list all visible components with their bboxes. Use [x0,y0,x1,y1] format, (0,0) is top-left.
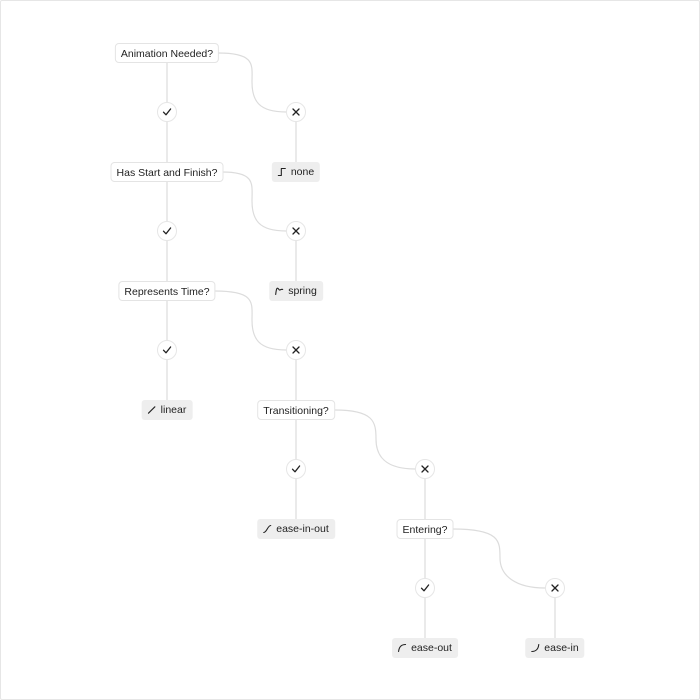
check-icon [420,583,430,593]
result-none [272,162,320,182]
check-icon [162,226,172,236]
yes-node-entering [415,578,435,598]
linear-curve-icon [147,405,157,415]
yes-node-has-start-and-finish [157,221,177,241]
no-node-animation-needed [286,102,306,122]
result-ease-out-label: ease-out [411,642,452,654]
spring-curve-icon [274,286,284,296]
question-has-start-and-finish: Has Start and Finish? [111,162,224,182]
result-ease-in-out-label: ease-in-out [276,523,329,535]
cross-icon [291,345,301,355]
yes-node-represents-time [157,340,177,360]
result-linear-label: linear [160,404,187,416]
ease-in-curve-icon [530,643,540,653]
result-spring [269,281,323,301]
question-entering: Entering? [397,519,454,539]
result-spring-label: spring [288,285,317,297]
result-ease-out [392,638,458,658]
cross-icon [291,226,301,236]
question-animation-needed: Animation Needed? [115,43,219,63]
question-represents-time: Represents Time? [118,281,215,301]
result-ease-in-out [257,519,335,539]
cross-icon [291,107,301,117]
no-node-entering [545,578,565,598]
check-icon [162,345,172,355]
no-node-represents-time [286,340,306,360]
step-curve-icon [277,167,287,177]
result-linear [142,400,193,420]
result-none-label: none [290,166,315,178]
no-node-transitioning [415,459,435,479]
yes-node-animation-needed [157,102,177,122]
ease-in-out-curve-icon [262,524,272,534]
check-icon [291,464,301,474]
question-transitioning: Transitioning? [257,400,335,420]
cross-icon [550,583,560,593]
ease-out-curve-icon [397,643,407,653]
no-node-has-start-and-finish [286,221,306,241]
cross-icon [420,464,430,474]
result-ease-in-label: ease-in [544,642,579,654]
result-ease-in [525,638,584,658]
check-icon [162,107,172,117]
yes-node-transitioning [286,459,306,479]
